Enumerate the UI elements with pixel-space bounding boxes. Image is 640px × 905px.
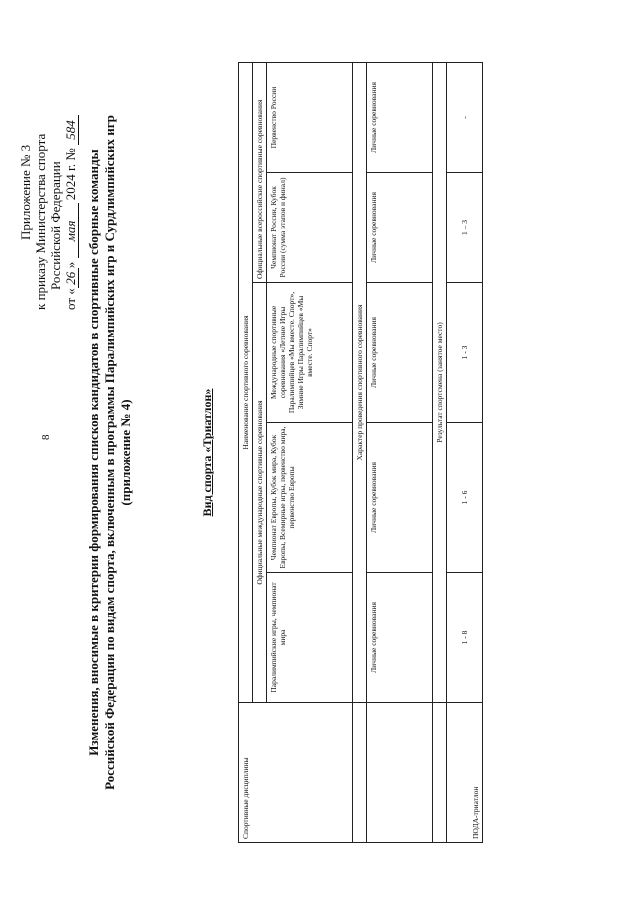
- competition-cell: Паралимпийские игры, чемпионат мира: [267, 573, 353, 703]
- competition-type-cell: Личные соревнования: [367, 283, 433, 423]
- result-cell: 1 - 3: [447, 283, 483, 423]
- competition-cell: Чемпионат России, Кубок России (сумма этапов и финал): [267, 173, 353, 283]
- appendix-line-3: Российской Федерации: [48, 161, 63, 290]
- date-day: 26: [63, 268, 79, 288]
- header-competition-type: Характер проведения спортивного соревнования: [353, 63, 367, 703]
- date-month: мая: [63, 203, 79, 258]
- date-prefix: от: [63, 297, 78, 310]
- header-competition-name: Наименование спортивного соревнования: [239, 63, 253, 703]
- header-result: Результат спортсмена (занятое место): [433, 63, 447, 703]
- competition-type-cell: Личные соревнования: [367, 63, 433, 173]
- appendix-date-line: от «26» мая 2024 г. № 584: [63, 40, 79, 310]
- appendix-line-2: к приказу Министерства спорта: [33, 133, 48, 310]
- order-number: 584: [63, 115, 79, 145]
- heading-line-3: (приложение № 4): [118, 399, 133, 506]
- result-cell: 1 – 3: [447, 173, 483, 283]
- appendix-line-1: Приложение № 3: [18, 144, 33, 240]
- competition-type-cell: Личные соревнования: [367, 573, 433, 703]
- header-disciplines: Спортивные дисциплины: [239, 703, 353, 843]
- result-cell: -: [447, 63, 483, 173]
- competition-type-cell: Личные соревнования: [367, 423, 433, 573]
- header-national-group: Официальные всероссийские спортивные соревнования: [253, 63, 267, 283]
- result-cell: 1 - 8: [447, 573, 483, 703]
- criteria-table: [238, 62, 483, 843]
- document-heading: [86, 60, 134, 845]
- page-number: 8: [40, 434, 52, 440]
- competition-cell: Первенство России: [267, 63, 353, 173]
- heading-line-1: Изменения, вносимые в критерии формирования списков кандидатов в спортивные сборные команды: [86, 149, 101, 756]
- competition-cell: Международные спортивные соревнования «Летние Игры Паралимпийцев «Мы вместе. Спорт», Зимние Игры Паралимпийцев «Мы вместе. Спорт»: [267, 283, 353, 423]
- header-intl-group: Официальные международные спортивные соревнования: [253, 283, 267, 703]
- discipline-cell: ПОДА-триатлон: [447, 703, 483, 843]
- competition-cell: Чемпионат Европы, Кубок мира, Кубок Европы, Всемирные игры, первенство мира, первенство Европы: [267, 423, 353, 573]
- competition-type-cell: Личные соревнования: [367, 173, 433, 283]
- heading-line-2: Российской Федерации по видам спорта, включенным в программы Паралимпийских игр и Сурдлимпийских игр: [102, 115, 117, 790]
- appendix-block: [18, 40, 79, 310]
- date-year: 2024 г. №: [63, 148, 78, 201]
- sport-title: Вид спорта «Триатлон»: [200, 388, 214, 517]
- result-cell: 1 - 6: [447, 423, 483, 573]
